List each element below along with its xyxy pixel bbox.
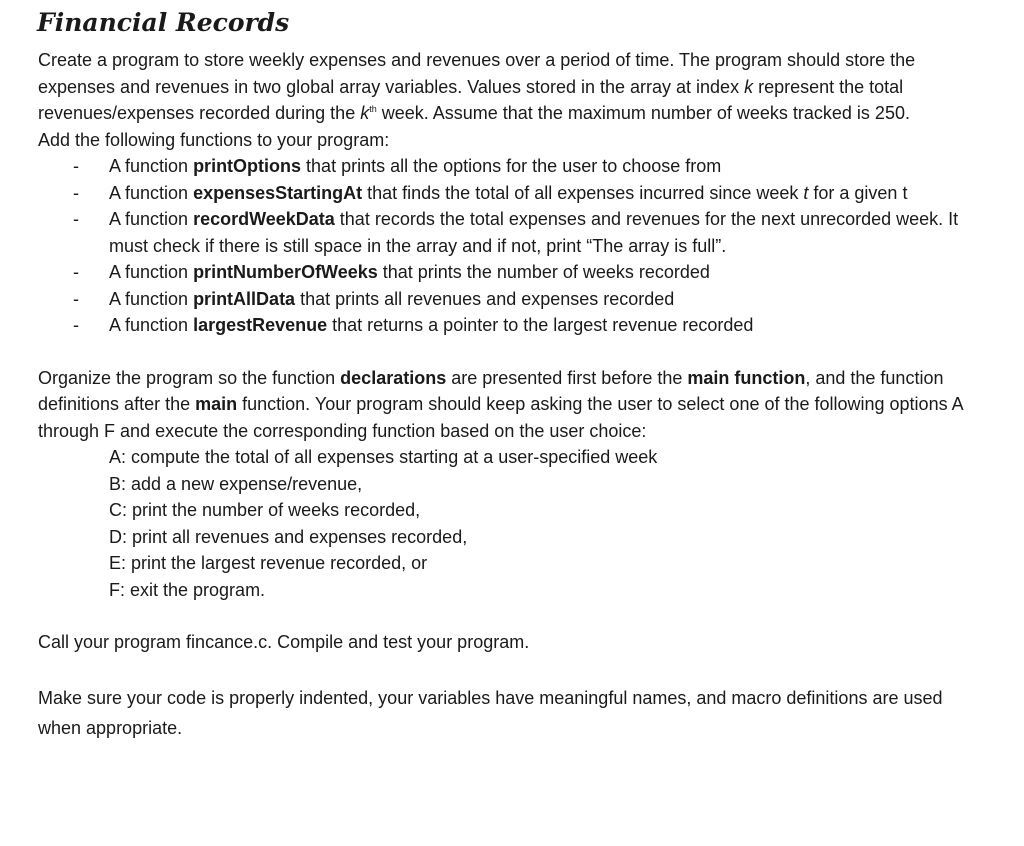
list-item: - A function printAllData that prints all revenues and expenses recorded — [38, 286, 968, 313]
intro-kth-sup: th — [369, 104, 377, 114]
intro-kth-base: k — [360, 103, 370, 123]
list-item: - A function largestRevenue that returns a pointer to the largest revenue recorded — [38, 312, 968, 339]
function-list — [38, 153, 968, 339]
intro-text-2: represent the total revenues/expenses recorded during the — [38, 76, 904, 123]
option-item: F: exit the program. — [109, 579, 266, 600]
function-name: recordWeekData — [193, 209, 335, 229]
bullet-dash: - — [73, 315, 79, 335]
function-name: printAllData — [193, 288, 296, 309]
intro-text-3: week. Assume that the maximum number of weeks tracked is 250. — [376, 103, 910, 123]
function-name: printNumberOfWeeks — [193, 262, 378, 282]
intro-var-k: k — [744, 76, 754, 97]
list-item: - A function recordWeekData that records the total expenses and revenues for the next unrecorded week. It must check if there is still space in the array and if not, print “The array is full”. — [38, 206, 968, 259]
option-item: B: add a new expense/revenue, — [109, 473, 363, 494]
option-item: C: print the number of weeks recorded, — [109, 500, 421, 520]
bullet-dash: - — [73, 209, 79, 229]
function-name: largestRevenue — [193, 315, 328, 335]
bullet-dash: - — [73, 288, 79, 309]
list-item: - A function printNumberOfWeeks that prints the number of weeks recorded — [38, 259, 968, 286]
bullet-dash: - — [73, 182, 79, 203]
option-item: D: print all revenues and expenses recorded, — [109, 526, 468, 547]
document-page — [38, 0, 968, 743]
function-name: expensesStartingAt — [193, 182, 363, 203]
spacer — [38, 603, 968, 629]
page-title: Financial Records — [37, 8, 290, 37]
intro-paragraph — [38, 47, 968, 127]
bullet-dash: - — [73, 156, 79, 176]
intro-text-1: Create a program to store weekly expenses and revenues over a period of time. The program should store the expenses and revenues in two global array variables. Values stored in the array at index — [38, 50, 916, 97]
options-list — [38, 444, 968, 603]
option-item: E: print the largest revenue recorded, or — [109, 553, 428, 573]
organize-paragraph: Organize the program so the function declarations are presented first before the main function, and the function definitions after the main function. Your program should keep asking the user to select one of the following options A through F and execute the corresponding function based on the user choice: — [38, 367, 963, 441]
option-item: A: compute the total of all expenses starting at a user-specified week — [109, 447, 658, 467]
list-item: - A function expensesStartingAt that finds the total of all expenses incurred since week t for a given t — [38, 180, 968, 207]
list-item: - A function printOptions that prints all the options for the user to choose from — [38, 153, 968, 180]
spacer — [38, 656, 968, 683]
function-name: printOptions — [193, 156, 302, 176]
closing-paragraph: Make sure your code is properly indented, your variables have meaningful names, and macro definitions are used when appropriate. — [38, 687, 943, 738]
spacer — [38, 339, 968, 365]
call-line: Call your program fincance.c. Compile and test your program. — [38, 632, 530, 652]
functions-intro: Add the following functions to your program: — [38, 129, 390, 150]
bullet-dash: - — [73, 262, 79, 282]
